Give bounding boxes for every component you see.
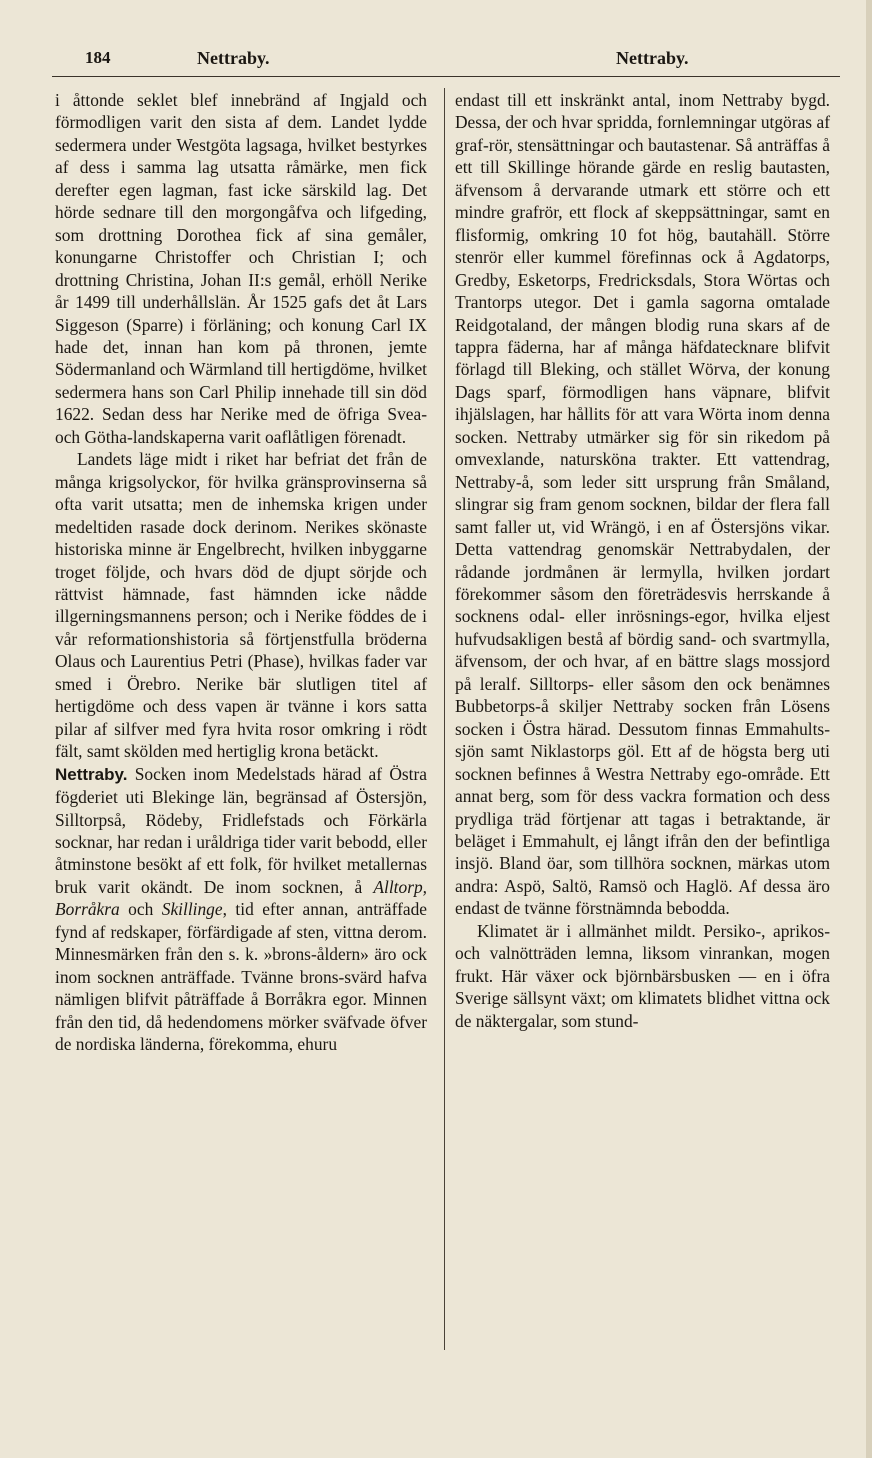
left-running-title: Nettraby. [197, 48, 270, 68]
entry-paragraph: Nettraby. Socken inom Medelstads härad af Östra fögderiet uti Blekinge län, begränsad af Östersjön, Silltorpså, Rödeby, Fridlefstads och Förkärla socknar, har redan i uråldriga tider varit bebodd, eller åtminstone besökt af ett folk, för hvilket metallernas bruk varit okändt. De inom socknen, å Alltorp, Borråkra och Skillinge, tid efter annan, anträffade fynd af redskaper, förfärdigade af sten, vittna derom. Minnesmärken från den s. k. »brons-åldern» äro ock inom socknen anträffade. Tvänne brons-svärd hafva nämligen blifvit påträffade å Borråkra egor. Minnen från den tid, då hedendomens mörker sväfvade öfver de nordiska länderna, förekomma, ehuru [55, 763, 427, 1055]
paragraph: Klimatet är i allmänhet mildt. Persiko-, aprikos- och valnötträden lemna, liksom vinrankan, mogen frukt. Här växer ock björnbärsbusken — en i öfra Sverige sällsynt växt; om klimatets blidhet vittna ock de näktergalar, som stund- [455, 920, 830, 1031]
place-name: Skillinge [161, 899, 223, 920]
paragraph: Landets läge midt i riket har befriat det från de många krigsolyckor, för hvilka gränsprovinserna så ofta varit utsatta; men de inhemska krigen under medeltiden rasade dock derinom. Nerikes skönaste historiska minne är Engelbrecht, hvilken inbyggarne troget följde, och hvars död de djupt sörjde och rättvist hämnade, fast hämnden icke nådde illgerningsmannens person; och i Nerike föddes de i vår reformationshistoria så förtjenstfulla bröderna Olaus och Laurentius Petri (Phase), hvilkas fader var smed i Örebro. Nerike bär slutligen titel af hertigdöme och dess vapen är tvänne i kors satta pilar af silfver med fyra hvita rosor omkring i rödt fält, samt skölden med hertiglig krona betäckt. [55, 449, 427, 762]
left-column [55, 89, 427, 1055]
paragraph: endast till ett inskränkt antal, inom Nettraby bygd. Dessa, der och hvar spridda, fornlemningar utgöras af graf-rör, stensättningar och bautastenar. Så anträffas å ett till Skillinge hörande gärde en reslig bautasten, äfvensom å dervarande utmark ett större och ett mindre grafrör, ett flock af skeppsättningar, samt en flisformig, omkring 10 fot hög, bautahäll. Större stenrör eller kummel förefinnas ock å Agdatorps, Gredby, Esketorps, Fredricksdals, Stora Wörtas och Trantorps utegor. Det i gamla sagorna omtalade Reidgotaland, der mången blodig runa skars af de tappra fäderna, har af många häfdatecknare blifvit förlagd till Bleking, och stället Wörva, der konung Dags sparf, förmodligen hans väpnare, blifvit ihjälslagen, har hållits för att vara Wörta inom denna socken. Nettraby utmärker sig för sin rikedom på omvexlande, natursköna trakter. Ett vattendrag, Nettraby-å, som leder sitt ursprung från Småland, slingrar sig fram genom socknen, bildar der flera fall samt faller ut, vid Wrängö, i en af Östersjöns vikar. Detta vattendrag genomskär Nettrabydalen, der rådande jordmånen är lermylla, hvilken jordart förekommer såsom den företrädesvis herrskande å socknens odal- eller inrösnings-egor, hvilka eljest hufvudsakligen bestå af bördig sand- och svartmylla, äfvensom, der och hvar, af en bättre slags mossjord på leralf. Silltorps- eller såsom den ock benämnes Bubbetorps-å skiljer Nettraby socken från Lösens socken i Östra härad. Dessutom finnas Emmahults-sjön samt Niklastorps göl. Ett af de högsta berg uti socknen befinnes å Westra Nettraby ego-område. Ett annat berg, som för dess vackra formation och dess prydliga träd förtjenar att tagas i betraktande, är beläget i Emmahult, ej långt ifrån den der befintliga insjö. Bland öar, som tillhöra socknen, märkas utom andra: Aspö, Saltö, Ramsö och Haglö. Af dessa äro endast de tvänne förstnämnda bebodda. [455, 90, 830, 919]
entry-headword: Nettraby. [55, 764, 128, 784]
header-rule [52, 76, 840, 77]
page-edge [866, 0, 872, 1458]
running-header [0, 48, 872, 76]
right-running-title: Nettraby. [616, 48, 689, 68]
paragraph: i åttonde seklet blef innebränd af Ingjald och förmodligen varit den sista af dem. Landet lydde sedermera under Westgöta lagsaga, hvilket bestyrkes af dess i samma lag utsatta råmärke, men fick derefter egen lagman, fast icke särskild lag. Det hörde sednare till den morgongåfva och lifgeding, som drottning Dorothea fick af sina gemåler, konungarne Christoffer och Christian I; och drottning Christina, Johan II:s gemål, erhöll Nerike år 1499 till underhållslän. År 1525 gafs det åt Lars Siggeson (Sparre) i förläning; och konung Carl IX hade det, innan han kom på thronen, jemte Södermanland och Wärmland till hertigdöme, hvilket sedermera hans son Carl Philip innehade till sin död 1622. Sedan dess har Nerike med de öfriga Svea- och Götha-landskaperna varit oaflåtligen förenadt. [55, 90, 427, 447]
page-number: 184 [85, 48, 111, 67]
place-name: Alltorp, Borråkra [55, 876, 427, 920]
right-column [455, 89, 830, 1032]
column-divider [444, 88, 445, 1350]
